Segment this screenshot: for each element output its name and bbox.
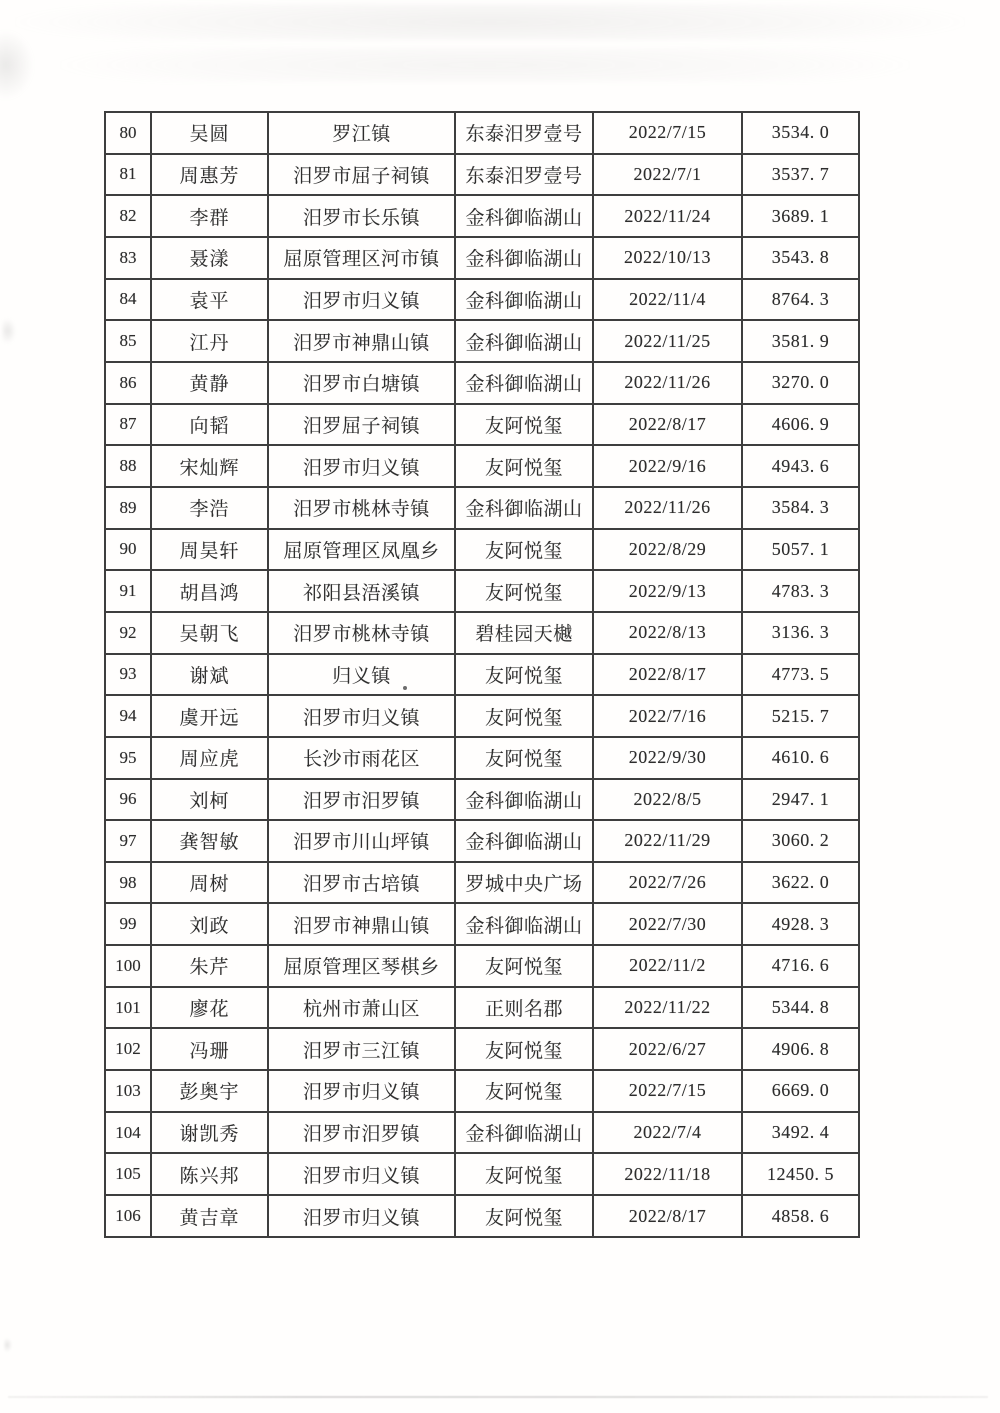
cell-amount: 4928. 3 bbox=[742, 903, 859, 945]
cell-date: 2022/7/16 bbox=[593, 695, 742, 737]
cell-property: 金科御临湖山 bbox=[455, 903, 593, 945]
cell-index: 85 bbox=[105, 320, 151, 362]
cell-amount: 3584. 3 bbox=[742, 487, 859, 529]
scan-noise-band bbox=[15, 4, 965, 40]
cell-date: 2022/9/13 bbox=[593, 570, 742, 612]
table-row bbox=[105, 112, 859, 154]
cell-index: 89 bbox=[105, 487, 151, 529]
cell-name: 冯珊 bbox=[151, 1028, 268, 1070]
cell-property: 罗城中央广场 bbox=[455, 862, 593, 904]
cell-index: 87 bbox=[105, 404, 151, 446]
cell-location: 归义镇 bbox=[268, 654, 455, 696]
cell-property: 友阿悦玺 bbox=[455, 945, 593, 987]
cell-property: 金科御临湖山 bbox=[455, 195, 593, 237]
cell-date: 2022/8/17 bbox=[593, 404, 742, 446]
cell-location: 屈原管理区河市镇 bbox=[268, 237, 455, 279]
cell-date: 2022/7/1 bbox=[593, 154, 742, 196]
cell-date: 2022/8/29 bbox=[593, 529, 742, 571]
cell-name: 谢斌 bbox=[151, 654, 268, 696]
table-row bbox=[105, 154, 859, 196]
cell-property: 友阿悦玺 bbox=[455, 404, 593, 446]
table-row bbox=[105, 279, 859, 321]
table-row bbox=[105, 820, 859, 862]
cell-property: 金科御临湖山 bbox=[455, 362, 593, 404]
cell-name: 刘柯 bbox=[151, 779, 268, 821]
cell-name: 吴圆 bbox=[151, 112, 268, 154]
cell-date: 2022/11/25 bbox=[593, 320, 742, 362]
cell-name: 周应虎 bbox=[151, 737, 268, 779]
cell-location: 祁阳县浯溪镇 bbox=[268, 570, 455, 612]
cell-location: 汨罗市归义镇 bbox=[268, 695, 455, 737]
table-row bbox=[105, 237, 859, 279]
table-row bbox=[105, 362, 859, 404]
table-row bbox=[105, 987, 859, 1029]
table-row bbox=[105, 903, 859, 945]
cell-date: 2022/11/29 bbox=[593, 820, 742, 862]
cell-amount: 5057. 1 bbox=[742, 529, 859, 571]
cell-amount: 3060. 2 bbox=[742, 820, 859, 862]
cell-property: 友阿悦玺 bbox=[455, 737, 593, 779]
cell-property: 友阿悦玺 bbox=[455, 1195, 593, 1237]
cell-amount: 4858. 6 bbox=[742, 1195, 859, 1237]
cell-property: 友阿悦玺 bbox=[455, 529, 593, 571]
table-row bbox=[105, 1195, 859, 1237]
cell-amount: 4773. 5 bbox=[742, 654, 859, 696]
cell-date: 2022/7/26 bbox=[593, 862, 742, 904]
cell-date: 2022/7/15 bbox=[593, 1070, 742, 1112]
cell-property: 友阿悦玺 bbox=[455, 654, 593, 696]
cell-index: 83 bbox=[105, 237, 151, 279]
cell-date: 2022/7/30 bbox=[593, 903, 742, 945]
cell-date: 2022/11/24 bbox=[593, 195, 742, 237]
table-row bbox=[105, 529, 859, 571]
cell-index: 100 bbox=[105, 945, 151, 987]
cell-location: 汨罗市神鼎山镇 bbox=[268, 320, 455, 362]
cell-date: 2022/11/22 bbox=[593, 987, 742, 1029]
cell-amount: 3270. 0 bbox=[742, 362, 859, 404]
cell-location: 汨罗市桃林寺镇 bbox=[268, 612, 455, 654]
cell-index: 98 bbox=[105, 862, 151, 904]
cell-name: 虞开远 bbox=[151, 695, 268, 737]
cell-name: 吴朝飞 bbox=[151, 612, 268, 654]
table-row bbox=[105, 320, 859, 362]
cell-name: 宋灿辉 bbox=[151, 445, 268, 487]
cell-name: 江丹 bbox=[151, 320, 268, 362]
cell-index: 102 bbox=[105, 1028, 151, 1070]
cell-name: 陈兴邦 bbox=[151, 1153, 268, 1195]
cell-amount: 4610. 6 bbox=[742, 737, 859, 779]
scan-noise-blob bbox=[0, 30, 34, 100]
cell-date: 2022/6/27 bbox=[593, 1028, 742, 1070]
cell-index: 92 bbox=[105, 612, 151, 654]
cell-amount: 3534. 0 bbox=[742, 112, 859, 154]
cell-date: 2022/10/13 bbox=[593, 237, 742, 279]
cell-index: 86 bbox=[105, 362, 151, 404]
cell-index: 88 bbox=[105, 445, 151, 487]
cell-property: 金科御临湖山 bbox=[455, 279, 593, 321]
table-row bbox=[105, 695, 859, 737]
cell-date: 2022/7/15 bbox=[593, 112, 742, 154]
cell-property: 东泰汨罗壹号 bbox=[455, 154, 593, 196]
cell-date: 2022/8/5 bbox=[593, 779, 742, 821]
table-row bbox=[105, 654, 859, 696]
cell-location: 汨罗市归义镇 bbox=[268, 1070, 455, 1112]
cell-amount: 3581. 9 bbox=[742, 320, 859, 362]
cell-name: 廖花 bbox=[151, 987, 268, 1029]
table-row bbox=[105, 737, 859, 779]
cell-date: 2022/8/17 bbox=[593, 654, 742, 696]
table-row bbox=[105, 570, 859, 612]
cell-amount: 3543. 8 bbox=[742, 237, 859, 279]
cell-amount: 4906. 8 bbox=[742, 1028, 859, 1070]
cell-property: 友阿悦玺 bbox=[455, 570, 593, 612]
cell-index: 90 bbox=[105, 529, 151, 571]
cell-name: 周昊轩 bbox=[151, 529, 268, 571]
cell-index: 91 bbox=[105, 570, 151, 612]
cell-date: 2022/9/16 bbox=[593, 445, 742, 487]
cell-name: 黄吉章 bbox=[151, 1195, 268, 1237]
cell-amount: 2947. 1 bbox=[742, 779, 859, 821]
cell-index: 93 bbox=[105, 654, 151, 696]
cell-property: 东泰汨罗壹号 bbox=[455, 112, 593, 154]
cell-location: 汨罗市神鼎山镇 bbox=[268, 903, 455, 945]
table-row bbox=[105, 404, 859, 446]
cell-amount: 4606. 9 bbox=[742, 404, 859, 446]
cell-amount: 3136. 3 bbox=[742, 612, 859, 654]
cell-amount: 5344. 8 bbox=[742, 987, 859, 1029]
cell-location: 汨罗市三江镇 bbox=[268, 1028, 455, 1070]
cell-date: 2022/11/2 bbox=[593, 945, 742, 987]
table-row bbox=[105, 195, 859, 237]
cell-location: 汨罗市汨罗镇 bbox=[268, 779, 455, 821]
cell-amount: 4943. 6 bbox=[742, 445, 859, 487]
table-row bbox=[105, 862, 859, 904]
cell-date: 2022/9/30 bbox=[593, 737, 742, 779]
cell-name: 袁平 bbox=[151, 279, 268, 321]
cell-location: 汨罗市川山坪镇 bbox=[268, 820, 455, 862]
cell-amount: 3492. 4 bbox=[742, 1112, 859, 1154]
cell-location: 汨罗屈子祠镇 bbox=[268, 404, 455, 446]
cell-property: 金科御临湖山 bbox=[455, 487, 593, 529]
records-table bbox=[104, 111, 860, 1238]
cell-location: 汨罗市白塘镇 bbox=[268, 362, 455, 404]
cell-index: 82 bbox=[105, 195, 151, 237]
cell-index: 106 bbox=[105, 1195, 151, 1237]
table-row bbox=[105, 1112, 859, 1154]
cell-index: 81 bbox=[105, 154, 151, 196]
cell-location: 汨罗市长乐镇 bbox=[268, 195, 455, 237]
cell-name: 李群 bbox=[151, 195, 268, 237]
cell-location: 汨罗市归义镇 bbox=[268, 1195, 455, 1237]
cell-index: 94 bbox=[105, 695, 151, 737]
cell-name: 聂漾 bbox=[151, 237, 268, 279]
cell-property: 友阿悦玺 bbox=[455, 695, 593, 737]
cell-date: 2022/11/18 bbox=[593, 1153, 742, 1195]
cell-property: 金科御临湖山 bbox=[455, 237, 593, 279]
cell-name: 向韬 bbox=[151, 404, 268, 446]
cell-date: 2022/11/4 bbox=[593, 279, 742, 321]
cell-amount: 3622. 0 bbox=[742, 862, 859, 904]
cell-location: 罗江镇 bbox=[268, 112, 455, 154]
cell-location: 汨罗市桃林寺镇 bbox=[268, 487, 455, 529]
cell-date: 2022/11/26 bbox=[593, 487, 742, 529]
table-row bbox=[105, 1070, 859, 1112]
table-row bbox=[105, 779, 859, 821]
cell-location: 汨罗市归义镇 bbox=[268, 1153, 455, 1195]
cell-index: 95 bbox=[105, 737, 151, 779]
cell-amount: 4783. 3 bbox=[742, 570, 859, 612]
cell-location: 屈原管理区琴棋乡 bbox=[268, 945, 455, 987]
cell-amount: 3537. 7 bbox=[742, 154, 859, 196]
scan-noise-mark bbox=[2, 318, 16, 344]
cell-name: 李浩 bbox=[151, 487, 268, 529]
cell-index: 103 bbox=[105, 1070, 151, 1112]
cell-amount: 5215. 7 bbox=[742, 695, 859, 737]
cell-property: 碧桂园天樾 bbox=[455, 612, 593, 654]
cell-amount: 8764. 3 bbox=[742, 279, 859, 321]
table-row bbox=[105, 1153, 859, 1195]
cell-index: 84 bbox=[105, 279, 151, 321]
cell-location: 汨罗市古培镇 bbox=[268, 862, 455, 904]
cell-property: 正则名郡 bbox=[455, 987, 593, 1029]
cell-index: 104 bbox=[105, 1112, 151, 1154]
cell-location: 汨罗市归义镇 bbox=[268, 445, 455, 487]
cell-name: 胡昌鸿 bbox=[151, 570, 268, 612]
scan-edge-line bbox=[8, 1396, 988, 1398]
cell-name: 周树 bbox=[151, 862, 268, 904]
cell-location: 长沙市雨花区 bbox=[268, 737, 455, 779]
cell-location: 汨罗市归义镇 bbox=[268, 279, 455, 321]
cell-date: 2022/11/26 bbox=[593, 362, 742, 404]
cell-location: 汨罗市屈子祠镇 bbox=[268, 154, 455, 196]
cell-name: 周惠芳 bbox=[151, 154, 268, 196]
cell-index: 80 bbox=[105, 112, 151, 154]
cell-location: 汨罗市汨罗镇 bbox=[268, 1112, 455, 1154]
cell-date: 2022/8/17 bbox=[593, 1195, 742, 1237]
cell-location: 杭州市萧山区 bbox=[268, 987, 455, 1029]
table-row bbox=[105, 1028, 859, 1070]
cell-name: 龚智敏 bbox=[151, 820, 268, 862]
cell-index: 101 bbox=[105, 987, 151, 1029]
cell-name: 彭奥宇 bbox=[151, 1070, 268, 1112]
cell-property: 金科御临湖山 bbox=[455, 820, 593, 862]
cell-property: 友阿悦玺 bbox=[455, 1153, 593, 1195]
scan-noise-mark bbox=[4, 1338, 12, 1352]
table-row bbox=[105, 612, 859, 654]
cell-property: 金科御临湖山 bbox=[455, 320, 593, 362]
cell-amount: 3689. 1 bbox=[742, 195, 859, 237]
cell-location: 屈原管理区凤凰乡 bbox=[268, 529, 455, 571]
cell-property: 金科御临湖山 bbox=[455, 1112, 593, 1154]
cell-date: 2022/7/4 bbox=[593, 1112, 742, 1154]
cell-index: 97 bbox=[105, 820, 151, 862]
cell-name: 谢凯秀 bbox=[151, 1112, 268, 1154]
cell-amount: 12450. 5 bbox=[742, 1153, 859, 1195]
table-row bbox=[105, 945, 859, 987]
cell-index: 99 bbox=[105, 903, 151, 945]
cell-name: 黄静 bbox=[151, 362, 268, 404]
cell-property: 友阿悦玺 bbox=[455, 1070, 593, 1112]
cell-date: 2022/8/13 bbox=[593, 612, 742, 654]
records-table-body bbox=[105, 112, 859, 1237]
cell-amount: 6669. 0 bbox=[742, 1070, 859, 1112]
cell-name: 刘政 bbox=[151, 903, 268, 945]
cell-property: 友阿悦玺 bbox=[455, 445, 593, 487]
table-row bbox=[105, 487, 859, 529]
cell-index: 105 bbox=[105, 1153, 151, 1195]
cell-index: 96 bbox=[105, 779, 151, 821]
scan-noise-band bbox=[60, 48, 910, 82]
cell-property: 友阿悦玺 bbox=[455, 1028, 593, 1070]
table-row bbox=[105, 445, 859, 487]
cell-property: 金科御临湖山 bbox=[455, 779, 593, 821]
cell-name: 朱芹 bbox=[151, 945, 268, 987]
cell-amount: 4716. 6 bbox=[742, 945, 859, 987]
